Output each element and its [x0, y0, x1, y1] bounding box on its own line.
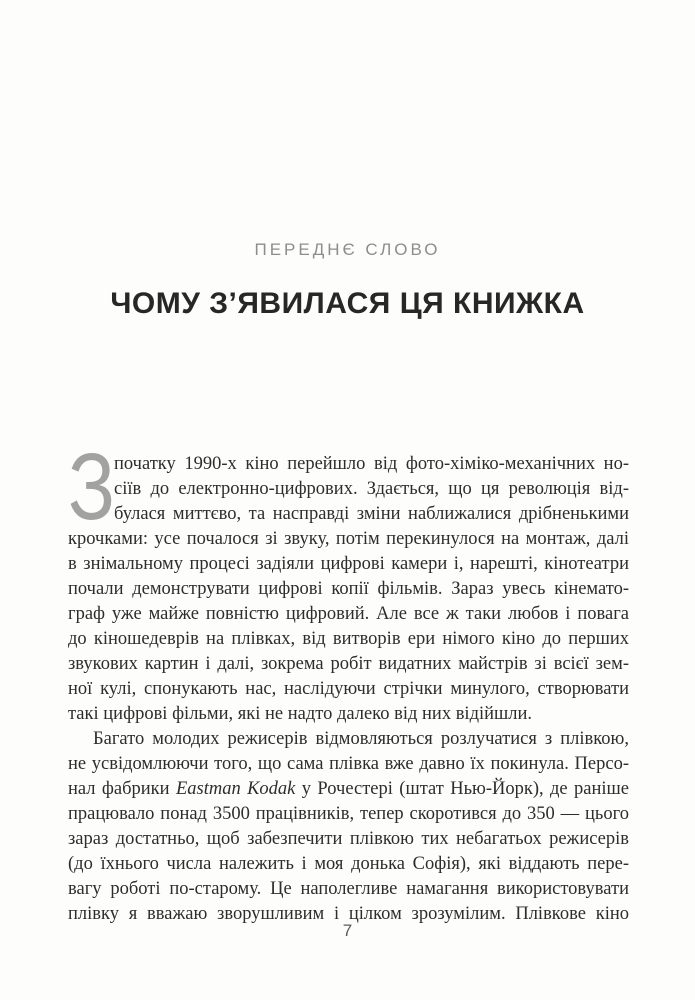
text-line: (до їхнього числа належить і моя донька Софія), які віддають пере- [68, 854, 629, 874]
section-kicker: ПЕРЕДНЄ СЛОВО [254, 240, 441, 259]
text-line [68, 777, 629, 802]
text-line: в знімальному процесі задіяли цифрові камери і, нарешті, кінотеатри [68, 554, 629, 574]
text-line: ної кулі, спонукають нас, наслідуючи стрічки минулого, створювати [68, 679, 629, 699]
paragraph [68, 434, 629, 727]
text-line: крочками: усе почалося зі звуку, потім перекинулося на монтаж, далі [68, 529, 629, 549]
text-line: сіїв до електронно-цифрових. Здається, що ця революція від- [114, 479, 629, 499]
dropcap-letter: З [68, 434, 116, 540]
body-text [68, 434, 629, 927]
text-line: працювало понад 3500 працівників, тепер скоротився до 350 — цього [68, 804, 629, 824]
text-segment: у Рочестері (штат Нью-Йорк), де раніше [295, 779, 629, 799]
text-line: вагу роботі по-старому. Це наполегливе намагання використовувати [68, 879, 629, 899]
text-line: плівку я вважаю зворушливим і цілком зрозумілим. Плівкове кіно [68, 904, 629, 924]
text-line: булася миттєво, та насправді зміни наближалися дрібненькими [114, 504, 629, 524]
paragraph [68, 727, 629, 927]
text-line: Багато молодих режисерів відмовляються розлучатися з плівкою, [93, 729, 629, 749]
text-line: такі цифрові фільми, які не надто далеко від них відійшли. [68, 704, 533, 724]
text-line: початку 1990-х кіно перейшло від фото-хіміко-механічних но- [114, 454, 629, 474]
text-line: до кіношедеврів на плівках, від витворів ери німого кіно до перших [68, 629, 629, 649]
text-line: почали демонструвати цифрові копії фільмів. Зараз увесь кінемато- [68, 579, 629, 599]
text-line: не усвідомлюючи того, що сама плівка вже давно їх покинула. Персо- [68, 754, 629, 774]
page-number: 7 [342, 921, 353, 940]
chapter-title: ЧОМУ З’ЯВИЛАСЯ ЦЯ КНИЖКА [110, 287, 585, 320]
text-segment: нал фабрики [68, 779, 176, 799]
text-line: граф уже майже повністю цифровий. Але все ж таки любов і повага [68, 604, 629, 624]
italic-text-segment: Eastman Kodak [175, 779, 296, 799]
text-line: звукових картин і далі, зокрема робіт видатних майстрів зі всієї зем- [68, 654, 629, 674]
text-line: зараз достатньо, щоб забезпечити плівкою тих небагатьох режисерів [68, 829, 629, 849]
